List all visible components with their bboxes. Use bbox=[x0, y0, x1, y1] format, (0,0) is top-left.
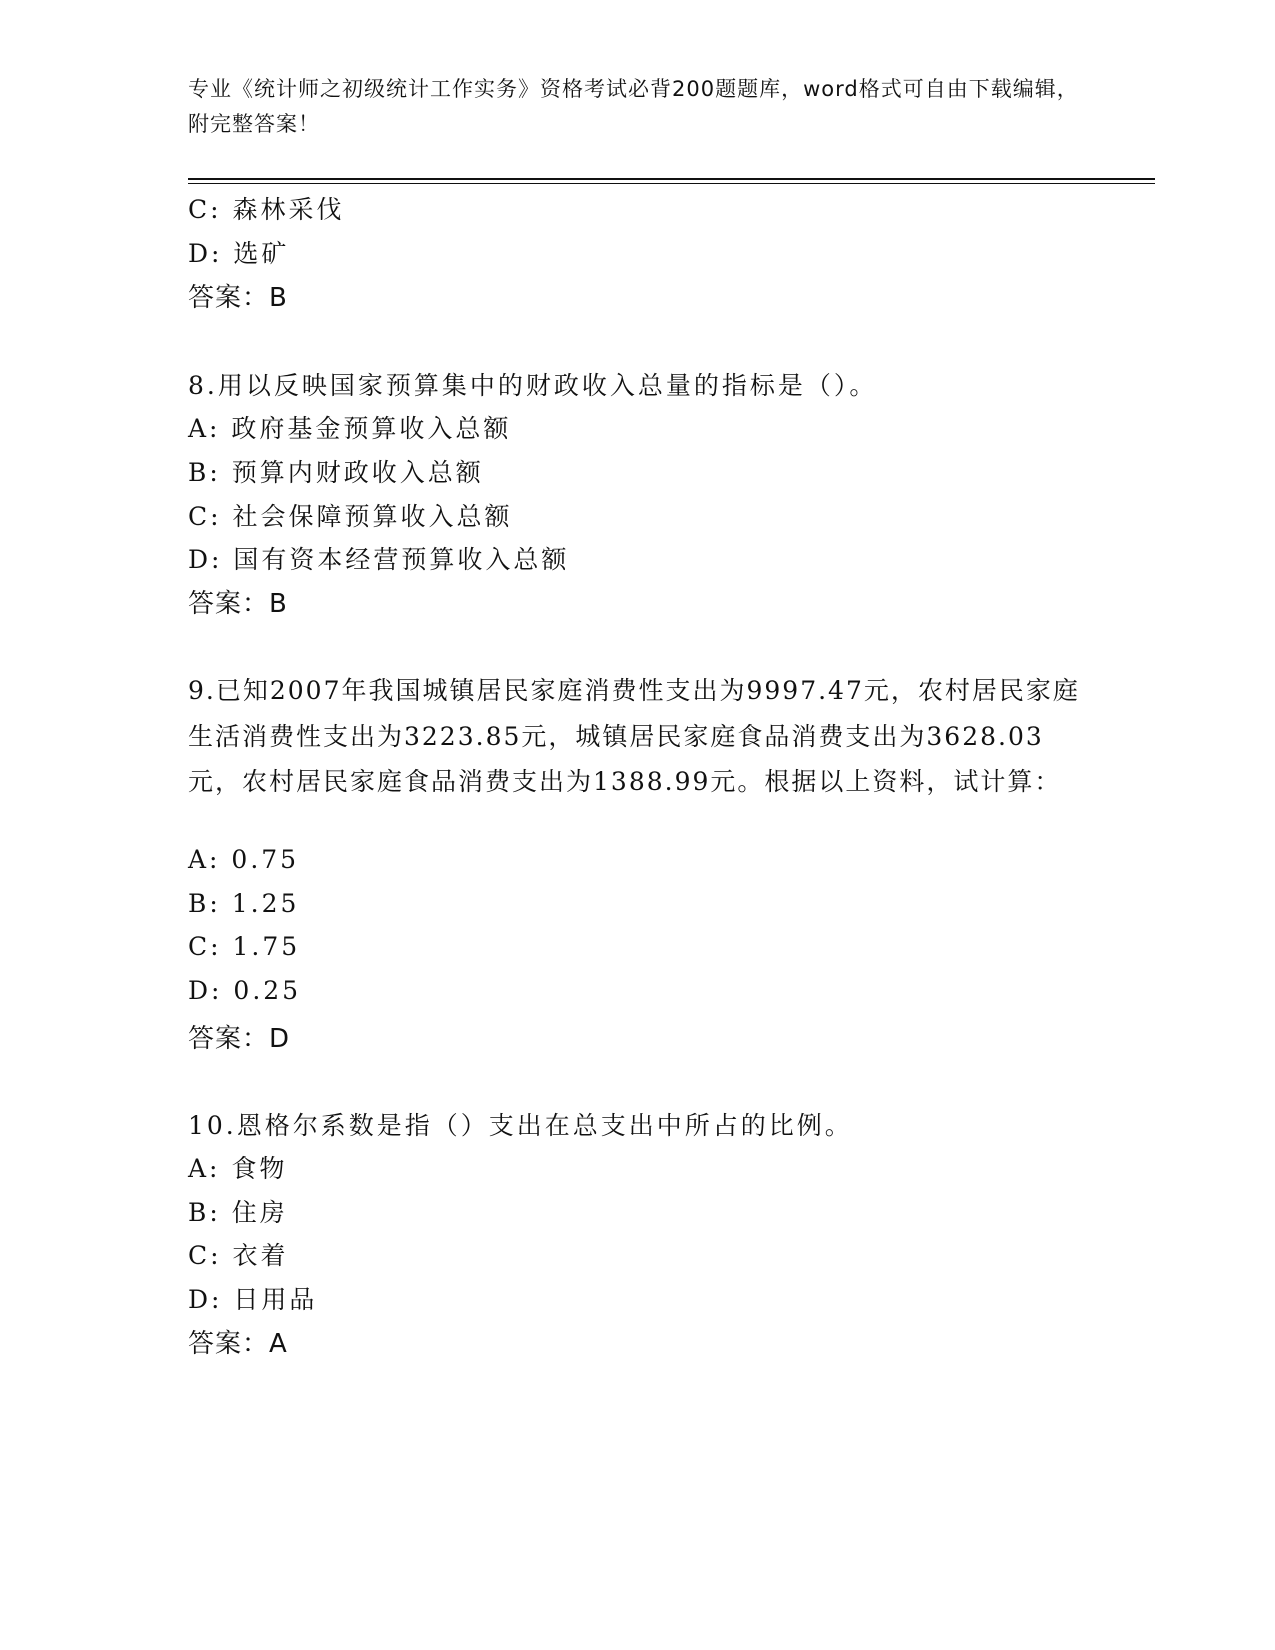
q10-option-c: C: 衣着 bbox=[188, 1241, 289, 1270]
q9-option-d: D: 0.25 bbox=[188, 976, 302, 1005]
header-rule-thin bbox=[188, 183, 1155, 184]
q10-question: 10.恩格尔系数是指（）支出在总支出中所占的比例。 bbox=[188, 1111, 853, 1140]
q8-option-a: A: 政府基金预算收入总额 bbox=[188, 414, 512, 443]
q9-answer: 答案：D bbox=[188, 1024, 291, 1054]
q10-option-a: A: 食物 bbox=[188, 1154, 288, 1183]
header-rule-thick bbox=[188, 178, 1155, 180]
q8-question: 8.用以反映国家预算集中的财政收入总量的指标是（）。 bbox=[188, 371, 878, 400]
q9-question: 9.已知2007年我国城镇居民家庭消费性支出为9997.47元，农村居民家庭生活消费性支出为3223.85元，城镇居民家庭食品消费支出为3628.03元，农村居民家庭食品消费支出为1388.99元。根据以上资料，试计算： bbox=[188, 676, 1080, 796]
q10-answer: 答案：A bbox=[188, 1329, 288, 1359]
q7-answer: 答案：B bbox=[188, 283, 288, 313]
q9-option-a: A: 0.75 bbox=[188, 845, 300, 874]
q10-option-b: B: 住房 bbox=[188, 1198, 288, 1227]
document-header: 专业《统计师之初级统计工作实务》资格考试必背200题题库，word格式可自由下载编辑，附完整答案！ bbox=[188, 77, 1079, 136]
q8-option-b: B: 预算内财政收入总额 bbox=[188, 458, 484, 487]
q7-option-c: C: 森林采伐 bbox=[188, 195, 345, 224]
q8-option-c: C: 社会保障预算收入总额 bbox=[188, 502, 513, 531]
q9-option-c: C: 1.75 bbox=[188, 932, 301, 961]
q8-option-d: D: 国有资本经营预算收入总额 bbox=[188, 545, 570, 574]
q8-answer: 答案：B bbox=[188, 589, 288, 619]
q7-option-d: D: 选矿 bbox=[188, 239, 290, 268]
q9-option-b: B: 1.25 bbox=[188, 889, 300, 918]
q10-option-d: D: 日用品 bbox=[188, 1285, 318, 1314]
